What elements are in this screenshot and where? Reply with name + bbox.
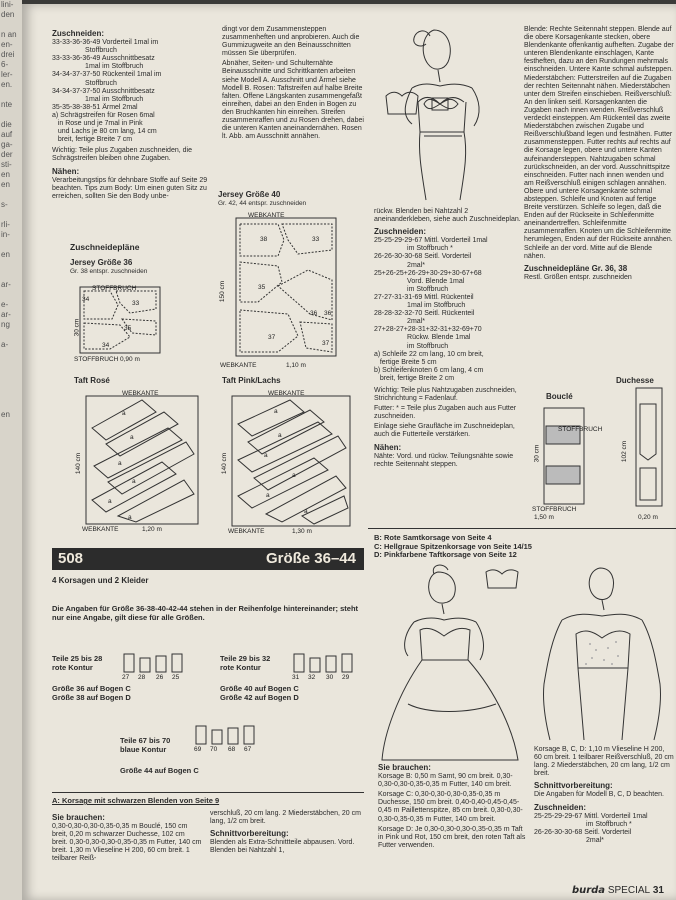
teile-2-contour: rote Kontur xyxy=(220,663,261,672)
margin-fragment: s- xyxy=(1,200,8,209)
margin-fragment xyxy=(1,380,22,390)
wichtig-note: Wichtig: Teile plus Zugaben zuschneiden, die Schrägstreifen bleiben ohne Zugaben. xyxy=(52,147,192,163)
model-a-schnitt-text: Blenden als Extra-Schnittteile abpausen. Vord. Blenden bei Nahtzahl 1, xyxy=(210,839,355,855)
teile-1-num-a: 27 xyxy=(122,674,130,681)
margin-fragment xyxy=(1,270,22,280)
margin-fragment: ng xyxy=(1,320,10,329)
boucle-stoffbruch: STOFFBRUCH xyxy=(558,426,603,433)
taft-pink-width: 1,30 m xyxy=(292,528,312,535)
column-2 xyxy=(222,26,368,143)
taft-rose-cutting-plan xyxy=(72,388,204,538)
taft-rose-piece-a-3: a xyxy=(118,460,122,467)
col3-zuschneiden-line: fertige Breite 5 cm xyxy=(374,358,437,366)
teile-1-num-d: 25 xyxy=(172,674,180,681)
margin-fragment: in- xyxy=(1,230,10,239)
column-3 xyxy=(374,208,526,471)
col3-zuschneiden-line: 2mal* xyxy=(374,261,425,269)
col3-naehen-text: Nähte: Vord. und rückw. Teilungsnähte sowie rechte Seitennaht steppen. xyxy=(374,452,514,468)
teile-2-num-b: 32 xyxy=(308,674,316,681)
korsage-b-materials: Korsage B: 0,50 m Samt, 90 cm breit. 0,30-0,30-0,30-0,35-0,35 m Futter, 140 cm breit. xyxy=(378,773,513,789)
taft-rose-piece-a: a xyxy=(122,410,126,417)
model-c-title: C: Hellgraue Spitzenkorsage von Seite 14/15 xyxy=(374,541,532,551)
col3-zuschneiden-line: 1mal im Stoffbruch xyxy=(374,302,466,310)
piece-34: 34 xyxy=(82,296,90,303)
margin-fragment: ar- xyxy=(1,280,11,289)
jersey36-stoffbruch-bottom: STOFFBRUCH xyxy=(74,356,119,363)
jersey36-subtitle: Gr. 38 entspr. zuschneiden xyxy=(70,268,148,275)
model-508-subtitle: 4 Korsagen und 2 Kleider xyxy=(52,576,149,585)
zuschneiden-line: Stoffbruch xyxy=(52,47,117,55)
teile-2-size-a: Größe 40 auf Bogen C xyxy=(220,684,299,693)
zuschneiden-line: in Rose und je 7mal in Pink xyxy=(52,120,143,128)
model-a-col-2 xyxy=(210,810,364,857)
piece-37-b: 37 xyxy=(322,340,330,347)
margin-fragment: en- xyxy=(1,40,13,49)
jersey40-webkante-bottom: WEBKANTE xyxy=(220,362,257,369)
col3-futter: Futter: * = Teile plus Zugaben auch aus Futter zuschneiden. xyxy=(374,405,517,421)
bcd-z1: 25-25-29-29-67 Mittl. Vorderteil 1mal xyxy=(534,812,648,820)
model-size-range: Größe 36–44 xyxy=(265,550,356,567)
margin-fragment: en. xyxy=(1,80,13,89)
margin-fragment: drei xyxy=(1,50,15,59)
korsage-d-materials: Korsage D: Je 0,30-0,30-0,30-0,35-0,35 m Taft in Pink und Rot, 150 cm breit, den roten Taft als Futter verwenden. xyxy=(378,825,526,849)
model-a-sie-brauchen: Sie brauchen: xyxy=(52,813,105,822)
taft-rose-height: 140 cm xyxy=(75,452,83,475)
section-divider xyxy=(368,528,676,529)
teile-2-num-a: 31 xyxy=(292,674,300,681)
col3-zuschneiden-line: b) Schleifenknoten 6 cm lang, 4 cm xyxy=(374,366,484,374)
boucle-height: 30 cm xyxy=(533,444,541,463)
teile-3-num-a: 69 xyxy=(194,746,202,753)
boucle-title: Bouclé xyxy=(546,392,573,401)
taft-rose-piece-a-2: a xyxy=(130,434,134,441)
margin-fragment xyxy=(1,240,22,250)
teile-1-size-b: Größe 38 auf Bogen D xyxy=(52,693,131,702)
boucle-width: 1,50 m xyxy=(534,514,554,521)
piece-33-b: 33 xyxy=(312,236,320,243)
taft-pink-title: Taft Pink/Lachs xyxy=(222,376,281,385)
page-footer xyxy=(572,885,664,896)
teile-1-num-c: 26 xyxy=(156,674,164,681)
margin-fragment: e- xyxy=(1,300,9,309)
taft-rose-piece-a-4: a xyxy=(132,478,136,485)
margin-fragment: ar- xyxy=(1,310,11,319)
piece-34-b: 34 xyxy=(102,342,110,349)
teile-3-contour: blaue Kontur xyxy=(120,745,167,754)
col3-zuschneiden-line: 27-27-31-31-69 Mittl. Rückenteil xyxy=(374,293,474,301)
zuschneiden-line: 34-34-37-37-50 Ausschnittbesatz xyxy=(52,87,155,95)
jersey36-title: Jersey Größe 36 xyxy=(70,258,133,267)
korsage-bcd-materials: Korsage B, C, D: 1,10 m Vlieseline H 200, 60 cm breit. 1 teilbarer Reißverschluß, 20 cm lang. 2 Miederstäbchen, 20 cm lang, 1/2 cm breit. xyxy=(534,746,674,778)
model-a-schnitt-heading: Schnittvorbereitung: xyxy=(210,829,289,839)
model-b-dress-illustration xyxy=(378,564,528,764)
teile-2-range: Teile 29 bis 32 xyxy=(220,654,271,663)
col3-zuschneiden-line: breit, fertige Breite 2 cm xyxy=(374,374,455,382)
column-4 xyxy=(524,26,674,284)
taft-pink-webkante-bottom: WEBKANTE xyxy=(228,528,265,535)
taft-pink-piece-a-6: a xyxy=(304,508,308,515)
bcd-materials xyxy=(378,760,528,852)
bcd-z2: im Stoffbruch * xyxy=(586,820,632,828)
zuschneiden-line: 1mal im Stoffbruch xyxy=(52,95,144,103)
teile-1-size-a: Größe 36 auf Bogen C xyxy=(52,684,131,693)
col3-zuschneiden-line: Rückw. Blende 1mal xyxy=(374,334,471,342)
col4-text: Blende: Rechte Seitennaht steppen. Blende auf die obere Korsagenkante stecken, obere Blendenkante offenkantig aufheften. Zugabe der unteren Blendenkante einschlagen, Kante festheften, dazu an den Rundungen mehrmals einschneiden. Untere Kante schmal aufsteppen. Miederstäbchen: Futterstreifen auf die Zugaben der rechten Seitennaht nähen. Miederstäbchen unter dem Streifen einschieben. Reißverschluß: An den linken seitl. Korsagenkanten die Zugaben nach innen wenden. Reißverschluß verdeckt einsteppen. Am Rückenteil das zweite Miederstäbchen zwischen Zugabe und Reißverschlußband legen und festnähen. Futter zusammensteppen. Futter rechts auf rechts auf die Korsage legen, obere und untere Kanten aufeinandersteppen. Nahtzugaben schmal zurückschneiden, an der vord. Ausschnittspitze einschneiden. Futter nach innen wenden und am Reißverschluß einigen schlagen annähen. Obere und untere Korsagenkante schmal absteppen. Schleife und Knoten auf fertige Breite verstürzen. Schleife so legen, daß die Enden auf der Rückseite in Schleifenmitte aneinandertreffen. Schleifenmitte zusammenraffen. Knoten um die Schleifenmitte herumlegen, Enden auf der Rückseite annähen. Schleife an der vord. Mitte auf die Blende nähen. xyxy=(524,26,674,260)
model-a-col-1 xyxy=(52,810,202,866)
taft-pink-webkante: WEBKANTE xyxy=(268,390,305,397)
margin-fragment xyxy=(1,390,22,400)
margin-fragment xyxy=(1,20,22,30)
piece-35: 35 xyxy=(124,325,132,332)
model-a-divider xyxy=(52,792,364,793)
margin-fragment xyxy=(1,260,22,270)
margin-fragment: der xyxy=(1,150,13,159)
col3-zuschneiden-line: 27+28-27+28-31+32-31+32-69+70 xyxy=(374,326,482,334)
margin-fragment xyxy=(1,110,22,120)
col3-zuschneiden-line: a) Schleife 22 cm lang, 10 cm breit, xyxy=(374,350,484,358)
taft-rose-width: 1,20 m xyxy=(142,526,162,533)
taft-pink-piece-a-3: a xyxy=(264,452,268,459)
zuschneiden-line: breit, fertige Breite 7 cm xyxy=(52,136,133,144)
taft-rose-piece-a-6: a xyxy=(128,514,132,521)
piece-36: 36 xyxy=(310,310,318,317)
magazine-page xyxy=(22,4,676,900)
jersey36-width: 0,90 m xyxy=(120,356,140,363)
margin-fragment: ler- xyxy=(1,70,13,79)
zuschneiden-line: 34-34-37-37-50 Rückenteil 1mal im xyxy=(52,71,162,79)
previous-page-margin xyxy=(0,0,22,900)
model-a-materials-cont: verschluß, 20 cm lang. 2 Miederstäbchen, 20 cm lang, 1/2 cm breit. xyxy=(210,810,361,826)
bcd-z3: 26-26-30-30-68 Seitl. Vorderteil xyxy=(534,828,632,836)
column-1 xyxy=(52,26,212,203)
model-a-illustration xyxy=(382,24,512,204)
margin-fragment: sti- xyxy=(1,160,12,169)
margin-fragment: n an xyxy=(1,30,17,39)
taft-pink-piece-a-5: a xyxy=(266,492,270,499)
brand-name: burda xyxy=(571,885,606,896)
zuschneiden-heading: Zuschneiden: xyxy=(52,29,105,38)
col3-zuschneiden-line: im Stoffbruch * xyxy=(374,245,453,253)
zuschneiden-line: 33-33-36-36-49 Ausschnittbesatz xyxy=(52,55,155,63)
taft-rose-webkante-bottom: WEBKANTE xyxy=(82,526,119,533)
margin-fragment xyxy=(1,330,22,340)
model-508-banner xyxy=(52,548,364,570)
teile-3-size: Größe 44 auf Bogen C xyxy=(120,766,199,775)
piece-36-b: 36 xyxy=(324,310,332,317)
duchesse-height: 102 cm xyxy=(621,440,629,463)
duchesse-width: 0,20 m xyxy=(638,514,658,521)
brand-special: SPECIAL xyxy=(607,885,651,896)
teile-1-contour: rote Kontur xyxy=(52,663,93,672)
teile-1-range: Teile 25 bis 28 xyxy=(52,654,103,663)
jersey40-webkante: WEBKANTE xyxy=(248,212,285,219)
col3-zuschneiden-line: 28-28-32-32-70 Seitl. Rückenteil xyxy=(374,310,475,318)
piece-33: 33 xyxy=(132,300,140,307)
margin-fragment xyxy=(1,360,22,370)
margin-fragment xyxy=(1,190,22,200)
naehen-text: Verarbeitungstips für dehnbare Stoffe auf Seite 29 beachten. Tips zum Body: Um einen guten Sitz zu erreichen, sollten Sie den Body unbe- xyxy=(52,176,208,200)
zuschneiden-line: a) Schrägstreifen für Rosen 6mal xyxy=(52,111,155,119)
margin-fragment xyxy=(1,400,22,410)
jersey40-height: 150 cm xyxy=(219,280,227,303)
piece-38: 38 xyxy=(260,236,268,243)
model-a-title: A: Korsage mit schwarzen Blenden von Seite 9 xyxy=(52,796,220,805)
jersey36-height: 30 cm xyxy=(73,318,81,337)
teile-3-num-c: 68 xyxy=(228,746,236,753)
col3-zuschneiden-line: 25+26-25+26-29+30-29+30-67+68 xyxy=(374,269,482,277)
zuschneiden-list xyxy=(52,39,212,144)
margin-fragment: en xyxy=(1,250,10,259)
duchesse-title: Duchesse xyxy=(616,376,654,385)
taft-pink-piece-a-4: a xyxy=(292,472,296,479)
model-a-materials: 0,30-0,30-0,30-0,35-0,35 m Bouclé, 150 cm breit, 0,20 m schwarzer Duchesse, 102 cm breit. 0,30-0,30-0,30-0,35-0,35 m Futter, 140 cm breit. 1,30 m Vlieseline H 200, 60 cm breit. 1 teilbarer Reiß- xyxy=(52,823,202,863)
margin-fragment: en xyxy=(1,180,10,189)
bcd-zuschneiden-heading: Zuschneiden: xyxy=(534,802,587,812)
model-number: 508 xyxy=(58,550,84,567)
zuschneiden-line: Stoffbruch xyxy=(52,79,117,87)
page-number: 31 xyxy=(652,885,664,896)
taft-pink-piece-a-2: a xyxy=(278,432,282,439)
margin-fragment: die xyxy=(1,120,12,129)
teile-2-size-b: Größe 42 auf Bogen D xyxy=(220,693,299,702)
jersey40-width: 1,10 m xyxy=(286,362,306,369)
margin-fragment: rli- xyxy=(1,220,10,229)
zuschneiden-line: 33-33-36-36-49 Vorderteil 1mal im xyxy=(52,39,159,47)
col3-naehen-heading: Nähen: xyxy=(374,442,402,452)
margin-fragment xyxy=(1,350,22,360)
col3-zuschneiden-line: 25-25-29-29-67 Mittl. Vorderteil 1mal xyxy=(374,237,488,245)
taft-rose-piece-a-5: a xyxy=(108,498,112,505)
model-508-intro: Die Angaben für Größe 36-38-40-42-44 stehen in der Reihenfolge hintereinander; steht nur eine Angabe, gilt diese für alle Größen. xyxy=(52,604,359,622)
jersey40-subtitle: Gr. 42, 44 entspr. zuschneiden xyxy=(218,200,307,207)
piece-37: 37 xyxy=(268,334,276,341)
teile-3-num-b: 70 xyxy=(210,746,218,753)
margin-fragment: en xyxy=(1,170,10,179)
teile-1-num-b: 28 xyxy=(138,674,146,681)
col3-zuschneiden-line: 26-26-30-30-68 Seitl. Vorderteil xyxy=(374,253,472,261)
zuschneideplaene-heading: Zuschneidepläne xyxy=(70,242,140,252)
taft-pink-height: 140 cm xyxy=(221,452,229,475)
bcd-schnitt-heading: Schnittvorbereitung: xyxy=(534,781,613,791)
zuschneiden-line: 35-35-38-38-51 Ärmel 2mal xyxy=(52,103,138,111)
col3-zuschneiden-list xyxy=(374,237,526,383)
margin-fragment: den xyxy=(1,10,15,19)
teile-3-num-d: 67 xyxy=(244,746,252,753)
bcd-titles xyxy=(374,534,674,560)
col3-zuschneiden-line: im Stoffbruch xyxy=(374,285,449,293)
margin-fragment xyxy=(1,90,22,100)
margin-fragment: ga- xyxy=(1,140,13,149)
bcd-z4: 2mal* xyxy=(586,836,604,844)
col4-zsp-sub: Restl. Größen entspr. zuschneiden xyxy=(524,273,632,281)
col3-wichtig: Wichtig: Teile plus Nahtzugaben zuschneiden, Strichrichtung = Fadenlauf. xyxy=(374,386,517,403)
col2-text: dingt vor dem Zusammensteppen zusammenheften und anprobieren. Auch die Gummizugweite an den Beinausschnitten müssen Sie überprüfen. xyxy=(222,26,360,58)
taft-rose-title: Taft Rosé xyxy=(74,376,110,385)
zuschneiden-line: 1mal im Stoffbruch xyxy=(52,63,144,71)
jersey40-title: Jersey Größe 40 xyxy=(218,190,281,199)
korsage-c-materials: Korsage C: 0,30-0,30-0,30-0,35-0,35 m Duchesse, 150 cm breit. 0,40-0,40-0,45-0,45-0,45 m Paillettenspitze, 85 cm breit. 0,30-0,30-0,30-0,35-0,35 m Futter, 140 cm breit. xyxy=(378,791,523,823)
zuschneiden-line: und Lachs je 80 cm lang, 14 cm xyxy=(52,128,157,136)
model-d-title: D: Pinkfarbene Taftkorsage von Seite 12 xyxy=(374,550,517,559)
col4-zsp-heading: Zuschneidepläne Gr. 36, 38 xyxy=(524,263,628,273)
model-c-corsage-illustration xyxy=(532,564,672,744)
bcd-schnitt-text: Die Angaben für Modell B, C, D beachten. xyxy=(534,791,664,799)
margin-fragment: auf xyxy=(1,130,13,139)
margin-fragment: nte xyxy=(1,100,13,109)
margin-fragment xyxy=(1,370,22,380)
col3-zuschneiden-heading: Zuschneiden: xyxy=(374,227,427,237)
boucle-stoffbruch-bottom: STOFFBRUCH xyxy=(532,506,577,513)
taft-pink-cutting-plan xyxy=(218,388,354,538)
margin-fragment: en xyxy=(1,410,10,419)
taft-rose-webkante: WEBKANTE xyxy=(122,390,159,397)
duchesse-cutting-plan xyxy=(626,384,670,514)
taft-pink-piece-a: a xyxy=(274,408,278,415)
col3-zuschneiden-line: 2mal* xyxy=(374,318,425,326)
col3-intro: rückw. Blenden bei Nahtzahl 2 aneinanderkleben, siehe auch Zuschneideplan. xyxy=(374,208,521,224)
col3-zuschneiden-line: Vord. Blende 1mal xyxy=(374,277,465,285)
piece-35-b: 35 xyxy=(258,284,266,291)
col3-einlage: Einlage siehe Graufläche im Zuschneideplan, auch die Futterteile verstärken. xyxy=(374,423,515,439)
col3-zuschneiden-line: im Stoffbruch xyxy=(374,342,449,350)
margin-fragment xyxy=(1,210,22,220)
teile-2-num-d: 29 xyxy=(342,674,350,681)
jersey36-stoffbruch: STOFFBRUCH xyxy=(92,285,137,292)
teile-3-range: Teile 67 bis 70 xyxy=(120,736,171,745)
teile-2-num-c: 30 xyxy=(326,674,334,681)
bcd-sie-brauchen: Sie brauchen: xyxy=(378,763,431,772)
bcd-col-2 xyxy=(534,746,674,845)
teile-1-pieces xyxy=(120,648,190,684)
model-b-title: B: Rote Samtkorsage von Seite 4 xyxy=(374,533,492,542)
naehen-heading: Nähen: xyxy=(52,166,80,176)
margin-fragment xyxy=(1,290,22,300)
margin-fragment: lini- xyxy=(1,0,14,9)
margin-fragment: a- xyxy=(1,340,9,349)
margin-fragment: 6- xyxy=(1,60,9,69)
col2-text-2: Abnäher, Seiten- und Schulternähte Beinausschnitte und Schrittkanten arbeiten siehe Modell A. Ausschnitt und Ärmel siehe Modell B. Rosen: Taftstreifen auf halbe Breite falten. Offene Längskanten zusammengefaßt einreihen, dabei an den Enden in Bogen zu den Bruchkanten hin einreihen. Streifen zusammenraffen und zu Rosen drehen, dabei die unteren Kanten aneinandernähen. Rosen lt. Abb. am Ausschnitt annähen. xyxy=(222,60,364,141)
